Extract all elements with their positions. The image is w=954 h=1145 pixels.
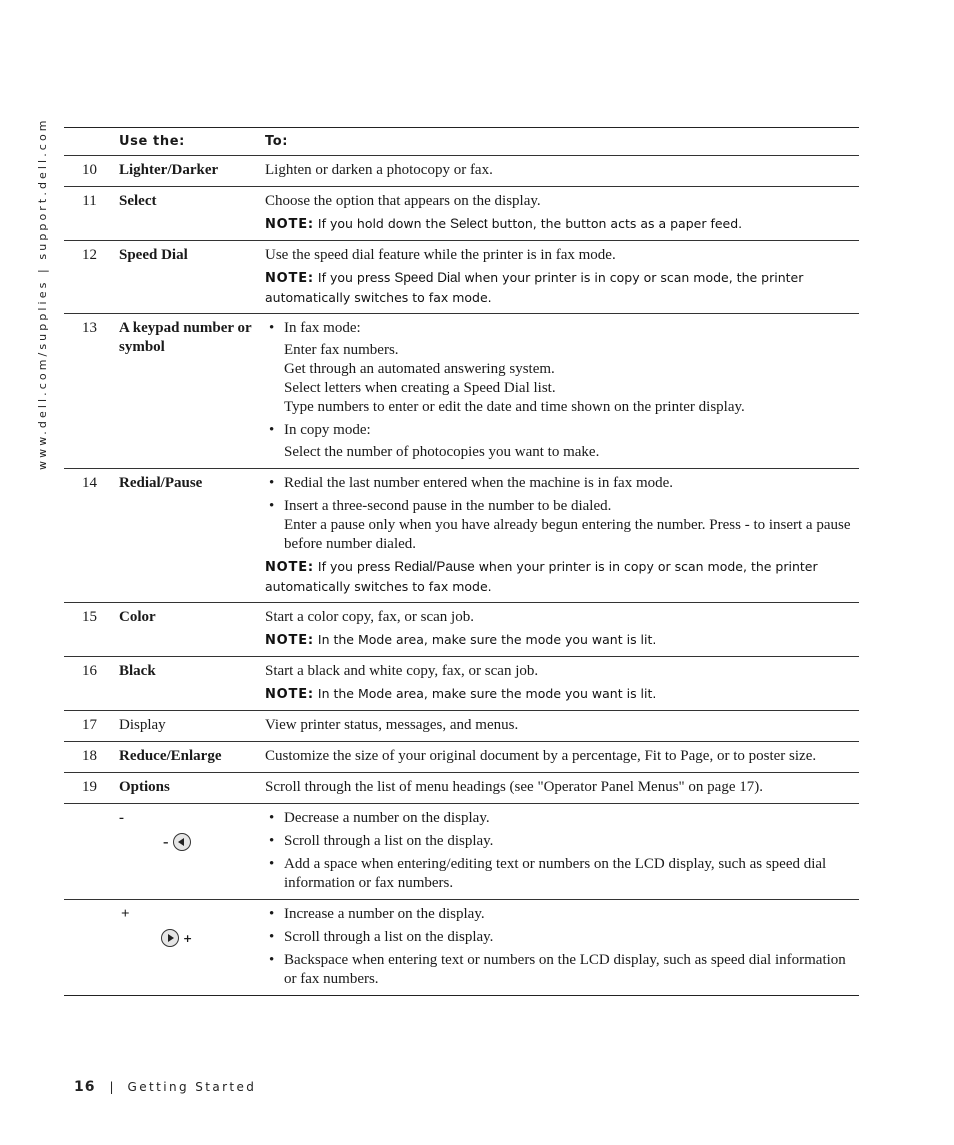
table-row [64,187,859,241]
header-number [64,128,119,156]
button-name: Options [119,779,170,795]
section-title: Getting Started [127,1080,257,1094]
list-item: • Scroll through a list on the display. [269,929,494,945]
footer-separator: | [109,1080,114,1094]
button-name: Reduce/Enlarge [119,748,222,764]
note-label: NOTE: [265,633,314,648]
table-row [64,241,859,314]
note: NOTE: If you press Redial/Pause when your printer is in copy or scan mode, the printer automatically switches to fax mode. [265,559,818,594]
header-use: Use the: [119,134,185,149]
table-row [64,603,859,657]
button-name: Speed Dial [119,247,188,263]
side-url: www.dell.com/supplies | support.dell.com [36,117,49,470]
table-row [64,469,859,603]
list-item: • Increase a number on the display. [269,906,485,922]
table-row [64,773,859,804]
button-description [265,469,859,603]
list-item: • Add a space when entering/editing text or numbers on the LCD display, such as speed dial information or fax numbers. [269,856,827,891]
button-reference-table [64,127,859,996]
row-number: 11 [82,193,97,209]
button-description [265,804,859,900]
list-item: • In copy mode: Select the number of photocopies you want to make. [269,422,600,460]
row-number: 16 [82,663,97,679]
list-item: • Redial the last number entered when the machine is in fax mode. [269,475,674,491]
table-row [64,314,859,469]
button-description: Use the speed dial feature while the printer is in fax mode. NOTE: If you press Speed Dial when your printer is in copy or scan mode, the printer automatically switches to fax mode. [265,241,859,314]
table-row [64,742,859,773]
list-item: • Scroll through a list on the display. [269,833,494,849]
note-label: NOTE: [265,271,314,286]
button-name: A keypad number or symbol [119,320,252,355]
button-name: Redial/Pause [119,475,203,491]
right-arrow-button-icon [161,929,179,947]
table-row [64,657,859,711]
page-footer [74,1076,256,1095]
button-description: Start a color copy, fax, or scan job. NOTE: In the Mode area, make sure the mode you want is lit. [265,603,859,657]
button-name: Display [119,717,166,733]
note-label: NOTE: [265,217,314,232]
button-description: Lighten or darken a photocopy or fax. [265,162,493,178]
button-description: View printer status, messages, and menus. [265,717,519,733]
row-number: 12 [82,247,97,263]
table-row [64,711,859,742]
row-number: 10 [82,162,97,178]
button-name: + + [119,900,265,996]
row-number [64,804,119,900]
note: NOTE: In the Mode area, make sure the mode you want is lit. [265,686,657,702]
button-name: Lighter/Darker [119,162,219,178]
button-name: Select [119,193,157,209]
note: NOTE: If you hold down the Select button, the button acts as a paper feed. [265,216,743,232]
button-name: - – [119,804,265,900]
row-number [64,900,119,996]
note: NOTE: In the Mode area, make sure the mode you want is lit. [265,632,657,648]
button-name: Black [119,663,156,679]
button-description [265,314,859,469]
button-description: Scroll through the list of menu headings (see "Operator Panel Menus" on page 17). [265,779,763,795]
list-item: • Decrease a number on the display. [269,810,490,826]
row-number: 17 [82,717,97,733]
list-item: • Insert a three-second pause in the number to be dialed. Enter a pause only when you have already begun entering the number. Press - to insert a pause before number dialed. [269,498,851,552]
table-row [64,804,859,900]
row-number: 13 [82,320,97,336]
table-header-row [64,128,859,156]
table-row [64,900,859,996]
table-row [64,156,859,187]
button-description: Start a black and white copy, fax, or scan job. NOTE: In the Mode area, make sure the mode you want is lit. [265,657,859,711]
header-to: To: [265,134,289,149]
page-number: 16 [74,1079,96,1095]
button-description: Customize the size of your original document by a percentage, Fit to Page, or to poster size. [265,748,817,764]
note-label: NOTE: [265,560,314,575]
row-number: 15 [82,609,97,625]
list-item: • In fax mode: Enter fax numbers. Get through an automated answering system. Select letters when creating a Speed Dial list. Type numbers to enter or edit the date and time shown on the printer display. [269,320,745,415]
button-description [265,900,859,996]
left-arrow-button-icon [173,833,191,851]
note-label: NOTE: [265,687,314,702]
list-item: • Backspace when entering text or numbers on the LCD display, such as speed dial information or fax numbers. [269,952,846,987]
row-number: 19 [82,779,97,795]
row-number: 18 [82,748,97,764]
row-number: 14 [82,475,97,491]
button-name: Color [119,609,156,625]
button-description: Choose the option that appears on the display. NOTE: If you hold down the Select button, the button acts as a paper feed. [265,187,859,241]
note: NOTE: If you press Speed Dial when your printer is in copy or scan mode, the printer automatically switches to fax mode. [265,270,804,305]
